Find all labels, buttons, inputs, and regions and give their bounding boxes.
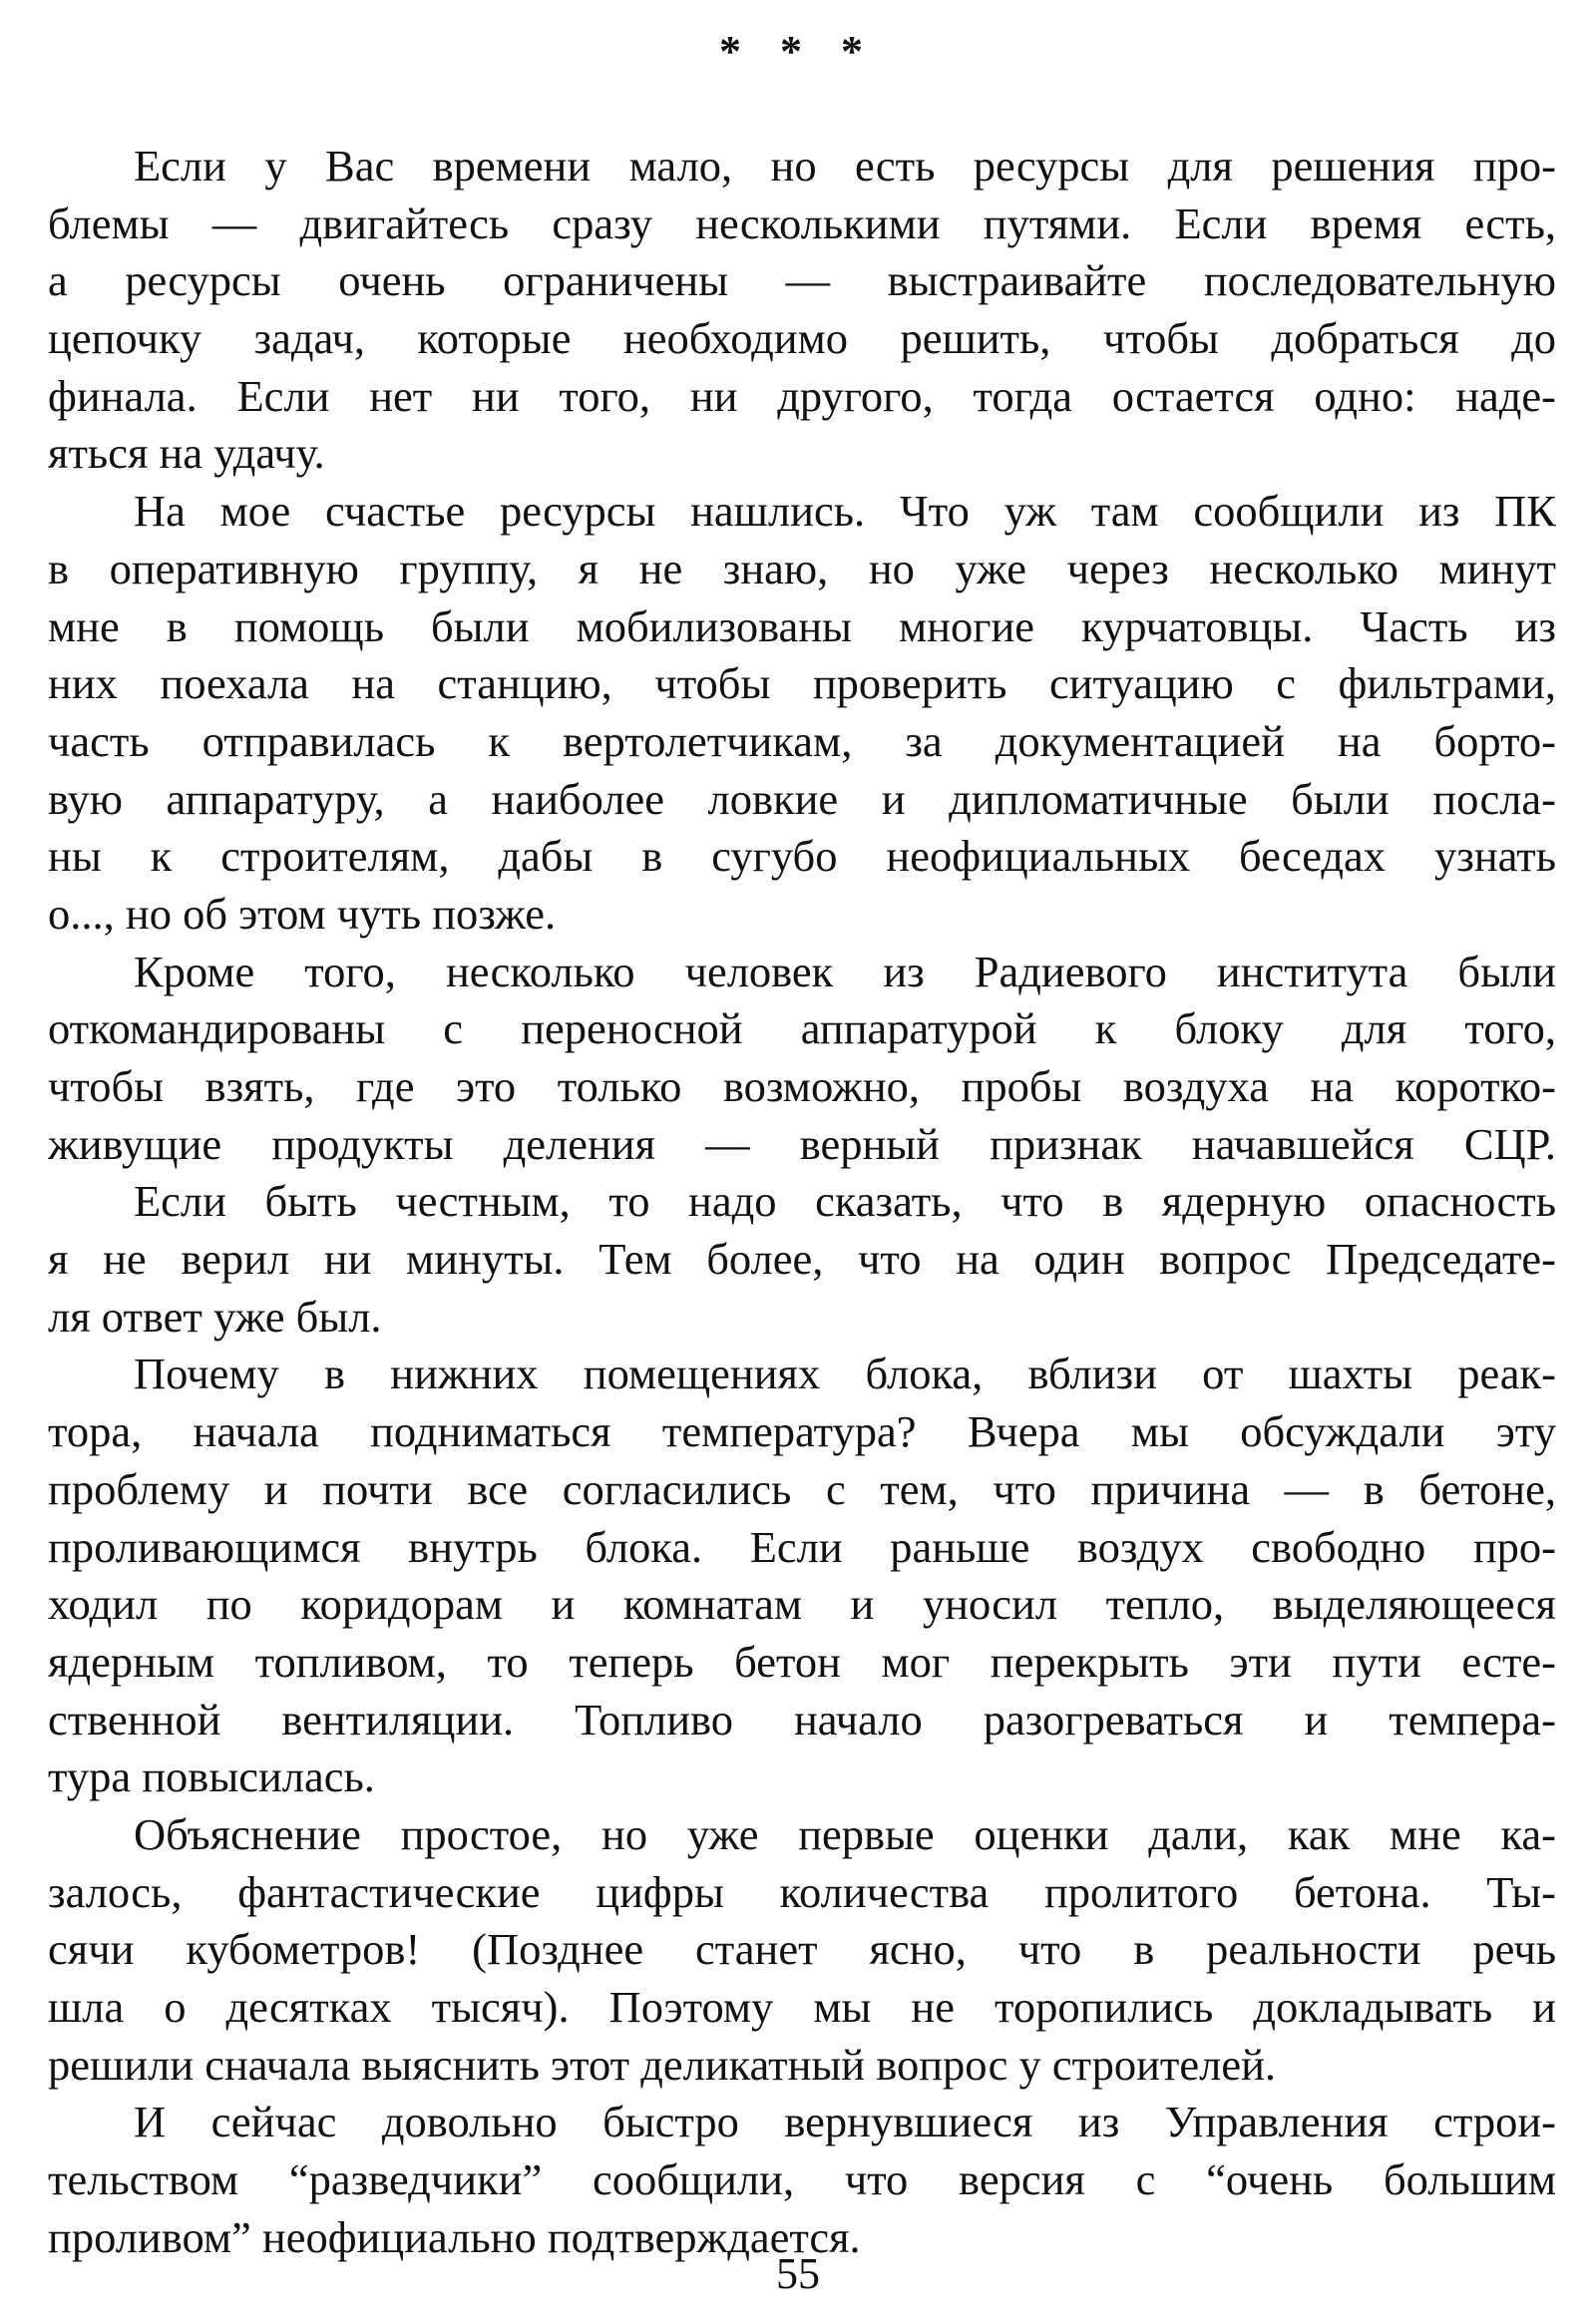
paragraph <box>48 944 1556 1174</box>
text-line: залось, фантастические цифры количества пролитого бетона. Ты- <box>48 1866 1556 1917</box>
paragraph <box>48 1806 1556 2094</box>
text-line: проблему и почти все согласились с тем, что причина — в бетоне, <box>48 1463 1556 1514</box>
text-line: финала. Если нет ни того, ни другого, тогда остается одно: наде- <box>48 370 1556 421</box>
text-line: ядерным топливом, то теперь бетон мог перекрыть эти пути есте- <box>48 1636 1556 1687</box>
text-line: ля ответ уже был. <box>48 1291 382 1342</box>
paragraph <box>48 138 1556 483</box>
paragraph <box>48 1173 1556 1346</box>
text-line: Если быть честным, то надо сказать, что в ядерную опасность <box>134 1176 1556 1227</box>
page-body <box>48 138 1556 2266</box>
text-line: Если у Вас времени мало, но есть ресурсы для решения про- <box>134 141 1556 191</box>
page-number: 55 <box>776 2249 820 2298</box>
text-line: шла о десятках тысяч). Поэтому мы не торопились докладывать и <box>48 1982 1556 2032</box>
text-line: в оперативную группу, я не знаю, но уже через несколько минут <box>48 543 1556 593</box>
paragraph <box>48 483 1556 944</box>
text-line: цепочку задач, которые необходимо решить, чтобы добраться до <box>48 313 1556 364</box>
text-line: чтобы взять, где это только возможно, пробы воздуха на коротко- <box>48 1061 1556 1111</box>
text-line: тора, начала подниматься температура? Вчера мы обсуждали эту <box>48 1406 1556 1457</box>
text-line: проливом” неофициально подтверждается. <box>48 2211 861 2262</box>
text-line: о..., но об этом чуть позже. <box>48 888 557 939</box>
section-separator: * * * <box>719 27 877 76</box>
text-line: решили сначала выяснить этот деликатный вопрос у строителей. <box>48 2039 1277 2090</box>
text-line: тельством “разведчики” сообщили, что версия с “очень большим <box>48 2154 1556 2205</box>
text-line: яться на удачу. <box>48 428 325 479</box>
text-line: а ресурсы очень ограничены — выстраивайте последовательную <box>48 255 1556 306</box>
text-line: часть отправилась к вертолетчикам, за документацией на борто- <box>48 715 1556 766</box>
text-line: ходил по коридорам и комнатам и уносил тепло, выделяющееся <box>48 1579 1556 1630</box>
text-line: На мое счастье ресурсы нашлись. Что уж там сообщили из ПК <box>134 486 1556 537</box>
text-line: них поехала на станцию, чтобы проверить ситуацию с фильтрами, <box>48 658 1556 709</box>
text-line: я не верил ни минуты. Тем более, что на один вопрос Председате- <box>48 1234 1556 1285</box>
paragraph <box>48 2094 1556 2266</box>
text-line: Объяснение простое, но уже первые оценки дали, как мне ка- <box>134 1808 1556 1859</box>
text-line: мне в помощь были мобилизованы многие курчатовцы. Часть из <box>48 600 1556 651</box>
paragraph <box>48 1346 1556 1806</box>
text-line: откомандированы с переносной аппаратурой к блоку для того, <box>48 1003 1556 1054</box>
text-line: тура повысилась. <box>48 1751 375 1802</box>
text-line: ственной вентиляции. Топливо начало разогреваться и темпера- <box>48 1694 1556 1744</box>
text-line: Кроме того, несколько человек из Радиевого института были <box>134 946 1556 996</box>
text-line: проливающимся внутрь блока. Если раньше воздух свободно про- <box>48 1521 1556 1572</box>
text-line: блемы — двигайтесь сразу несколькими путями. Если время есть, <box>48 197 1556 248</box>
text-line: ны к строителям, дабы в сугубо неофициальных беседах узнать <box>48 831 1556 882</box>
text-line: сячи кубометров! (Позднее станет ясно, что в реальности речь <box>48 1924 1556 1975</box>
text-line: живущие продукты деления — верный признак начавшейся СЦР. <box>48 1118 1556 1169</box>
text-line: Почему в нижних помещениях блока, вблизи от шахты реак- <box>134 1349 1556 1399</box>
text-line: вую аппаратуру, а наиболее ловкие и дипломатичные были посла- <box>48 773 1556 824</box>
text-line: И сейчас довольно быстро вернувшиеся из Управления строи- <box>134 2097 1556 2147</box>
